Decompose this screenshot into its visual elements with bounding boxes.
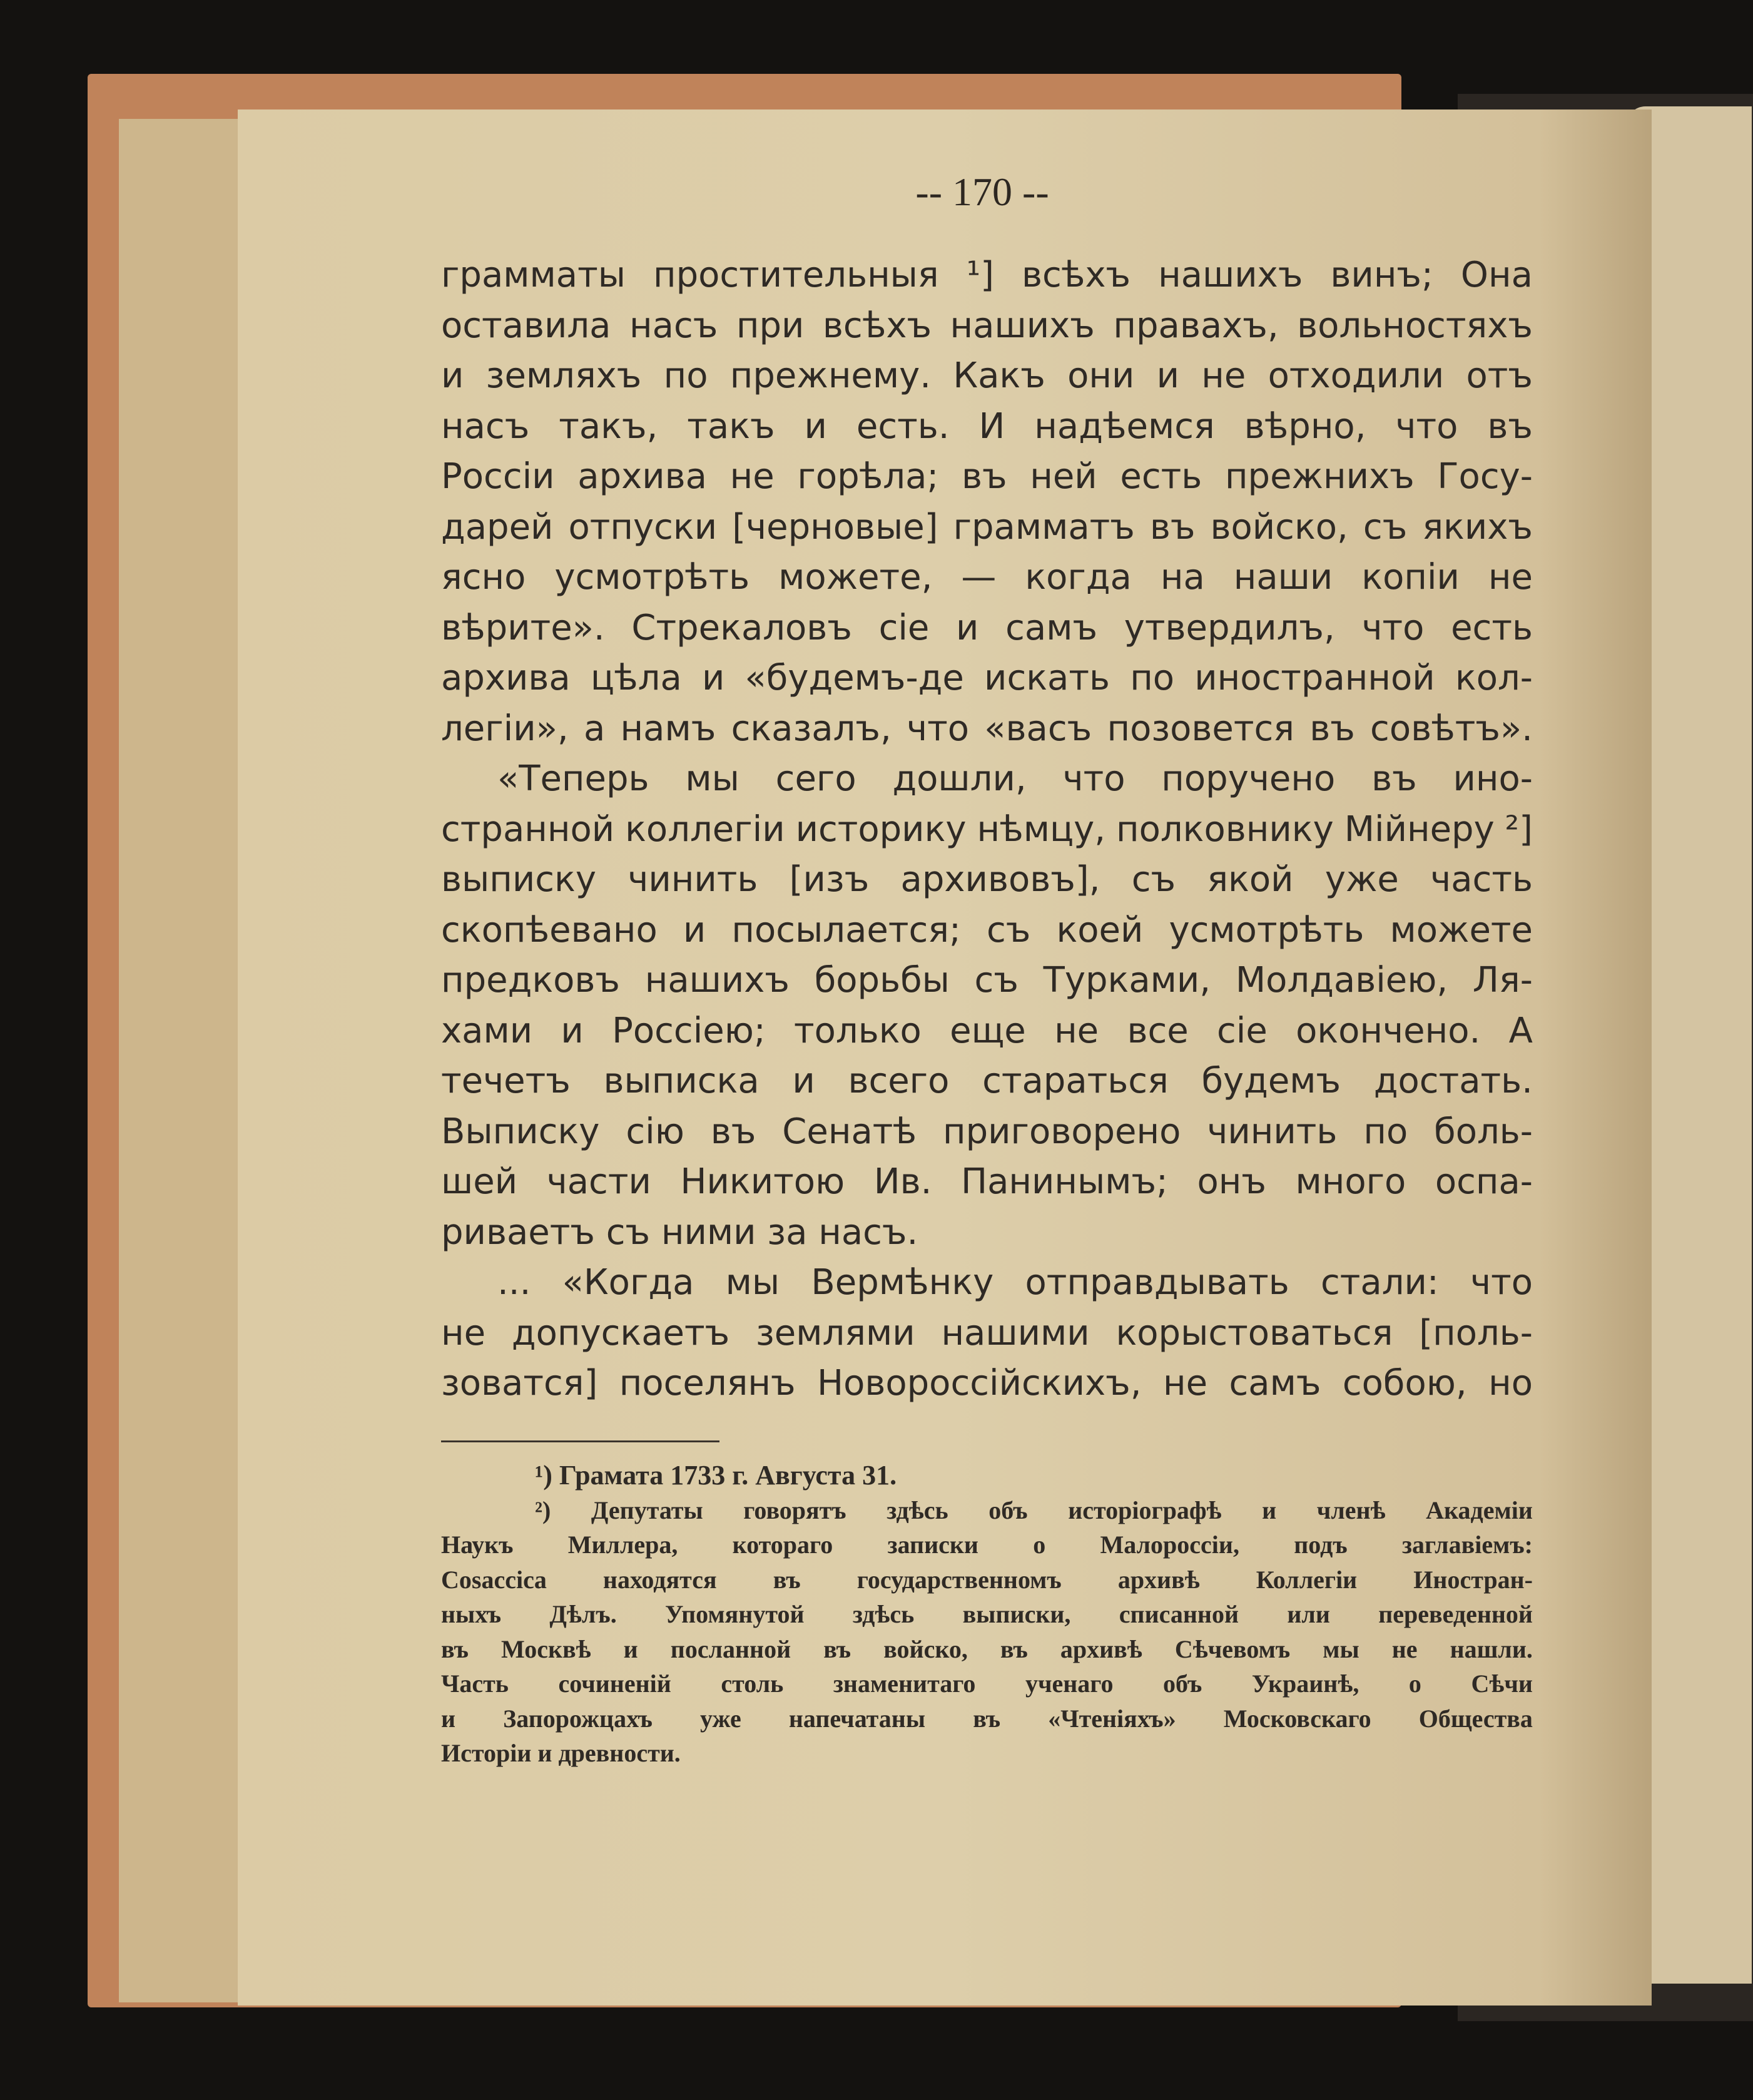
footnotes	[441, 1458, 1533, 1771]
footnote-line: ²) Депутаты говорятъ здѣсь объ исторіографѣ и членѣ Академіи	[535, 1496, 1533, 1524]
body-line: зоватся] поселянъ Новороссійскихъ, не самъ собою, но	[441, 1363, 1533, 1404]
footnote-line: въ Москвѣ и посланной въ войско, въ архивѣ Сѣчевомъ мы не нашли.	[441, 1634, 1533, 1663]
body-line: и земляхъ по прежнему. Какъ они и не отходили отъ	[441, 355, 1533, 396]
body-line: риваетъ съ ними за насъ.	[441, 1211, 918, 1253]
footnote-line: Наукъ Миллера, котораго записки о Малороссіи, подъ заглавіемъ:	[441, 1531, 1533, 1559]
body-line: насъ такъ, такъ и есть. И надѣемся вѣрно, что въ	[441, 405, 1533, 447]
body-line: оставила насъ при всѣхъ нашихъ правахъ, вольностяхъ	[441, 305, 1533, 346]
page-number: -- 170 --	[915, 170, 1049, 214]
footnote-line: Cosaccica находятся въ государственномъ архивѣ Коллегіи Иностран-	[441, 1565, 1533, 1594]
body-line: грамматы простительныя ¹] всѣхъ нашихъ винъ; Она	[441, 255, 1533, 295]
body-line: странной коллегіи историку нѣмцу, полковнику Мійнеру ²]	[441, 808, 1533, 850]
body-line: течетъ выписка и всего стараться будемъ достать.	[441, 1061, 1533, 1101]
body-line: предковъ нашихъ борьбы съ Турками, Молдавіею, Ля-	[441, 960, 1533, 1001]
body-line: шей части Никитою Ив. Панинымъ; онъ много оспа-	[441, 1161, 1533, 1202]
footnote-line: и Запорожцахъ уже напечатаны въ «Чтеніяхъ» Московскаго Общества	[441, 1704, 1533, 1733]
body-line: Выписку сію въ Сенатѣ приговорено чинить по боль-	[441, 1111, 1533, 1152]
footnote-line: Исторіи и древности.	[441, 1739, 681, 1767]
footnote-line: Часть сочиненій столь знаменитаго ученаго объ Украинѣ, о Сѣчи	[441, 1669, 1533, 1698]
footnote-line: ¹) Грамата 1733 г. Августа 31.	[535, 1460, 897, 1491]
body-line: скопѣевано и посылается; съ коей усмотрѣть можете	[441, 909, 1533, 951]
body-line: легіи», а намъ сказалъ, что «васъ позовется въ совѣтъ».	[441, 708, 1533, 749]
body-line: хами и Россіею; только еще не все сіе окончено. А	[441, 1010, 1533, 1051]
body-line: дарей отпуски [черновые] грамматъ въ войско, съ якихъ	[441, 506, 1533, 548]
body-line: ... «Когда мы Вермѣнку отправдывать стали: что	[497, 1262, 1533, 1303]
footnote-divider	[441, 1440, 719, 1442]
body-line: архива цѣла и «будемъ-де искать по иностранной кол-	[441, 658, 1533, 698]
body-line: выписку чинить [изъ архивовъ], съ якой уже часть	[441, 859, 1533, 900]
body-line: ясно усмотрѣть можете, — когда на наши копіи не	[441, 557, 1533, 598]
footnote-line: ныхъ Дѣлъ. Упомянутой здѣсь выписки, списанной или переведенной	[441, 1600, 1533, 1628]
body-line: вѣрите». Стрекаловъ сіе и самъ утвердилъ, что есть	[441, 607, 1533, 648]
body-text	[441, 250, 1533, 1409]
body-line: не допускаетъ землями нашими корыстоваться [поль-	[441, 1312, 1533, 1353]
body-line: «Теперь мы сего дошли, что поручено въ ино-	[497, 758, 1533, 799]
body-line: Россіи архива не горѣла; въ ней есть прежнихъ Госу-	[441, 456, 1533, 497]
